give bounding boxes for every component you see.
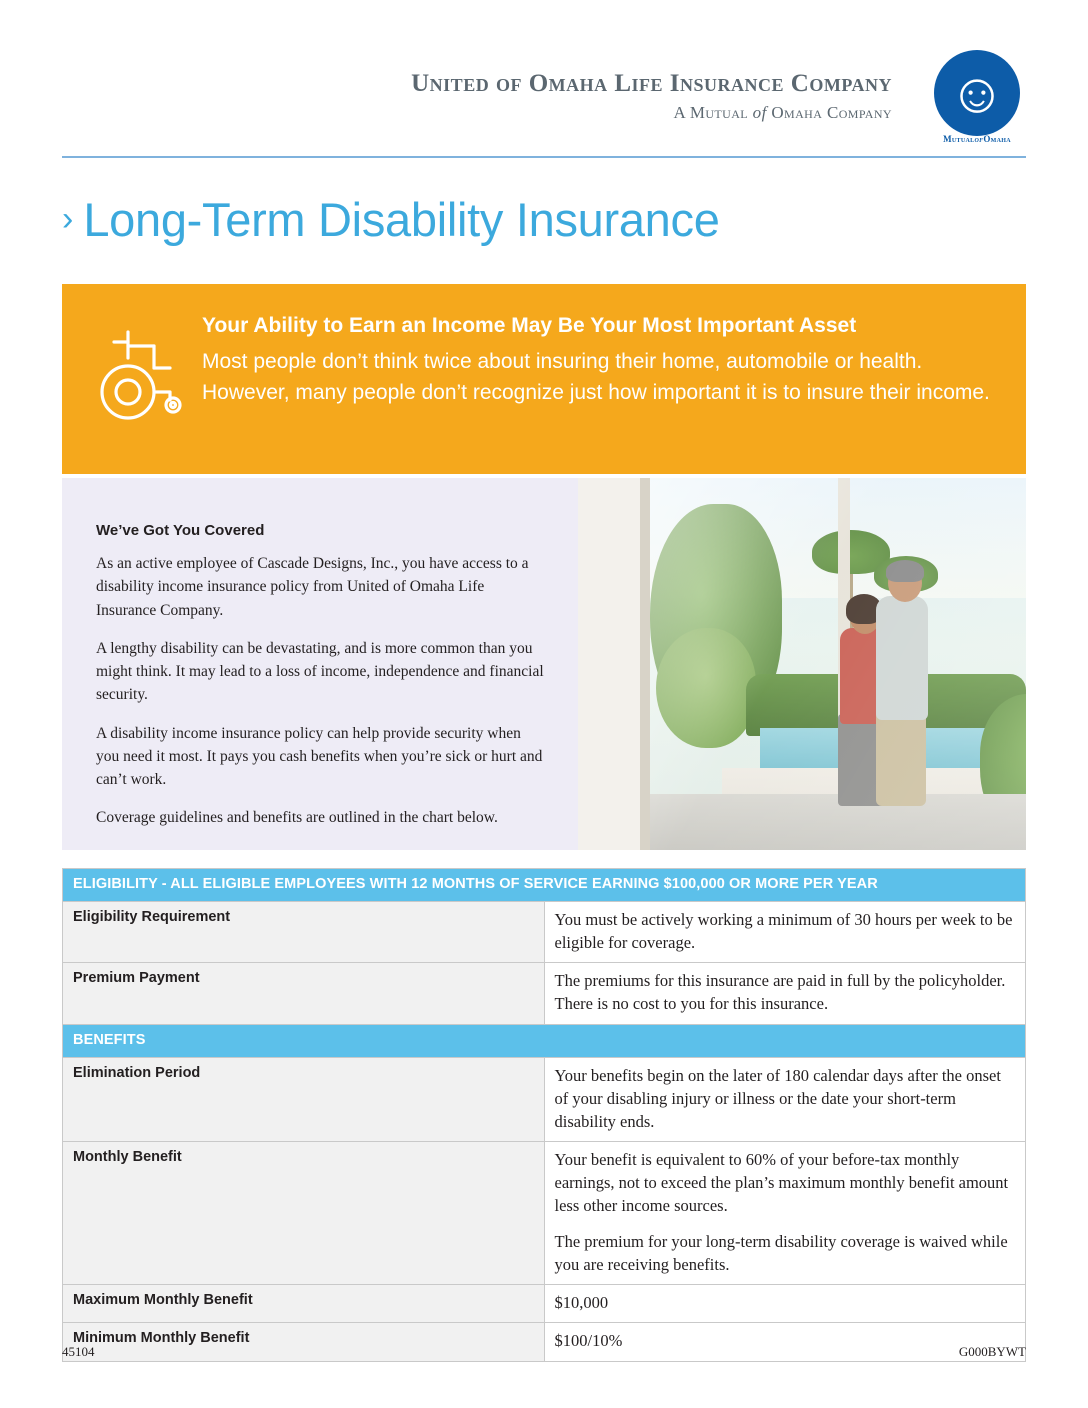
covered-copy [96,552,544,830]
callout-paragraph: Most people don’t think twice about insuring their home, automobile or health. However, many people don’t recognize just how important it is to insure their income. [202,350,990,404]
section-header-benefits: BENEFITS [63,1024,1026,1057]
callout-heading: Your Ability to Earn an Income May Be Your Most Important Asset [202,314,857,337]
tagline-part-1: A Mutual [673,102,753,122]
couple-photo [578,478,1026,850]
tagline-italic: of [752,102,772,122]
logo-wordmark [928,134,1026,144]
row-label-elimination-period: Elimination Period [63,1057,545,1141]
logo-wordmark-italic: of [974,134,984,144]
row-value-maximum-monthly-benefit: $10,000 [544,1285,1026,1323]
photo-wall-left [578,478,640,850]
tagline-part-2: Omaha Company [771,102,892,122]
table-row [63,1057,1026,1141]
native-american-head-icon: ☺ [948,61,1006,124]
section-header-eligibility: ELIGIBILITY - ALL ELIGIBLE EMPLOYEES WITH 12 MONTHS OF SERVICE EARNING $100,000 OR MORE PER YEAR [63,869,1026,902]
table-section-row [63,869,1026,902]
row-label-minimum-monthly-benefit: Minimum Monthly Benefit [63,1323,545,1361]
footer-form-number: 45104 [62,1344,95,1359]
company-tagline [411,103,892,123]
photo-wall-left-edge [640,478,650,850]
callout-banner [62,284,1026,474]
logo-wordmark-part-1: Mutual [943,134,975,144]
chevron-right-icon: › [62,200,74,238]
covered-paragraph-3: A disability income insurance policy can help provide security when you need it most. It pays you cash benefits when you’re sick or hurt and can’t work. [96,724,543,788]
row-value-monthly-benefit-p1: Your benefit is equivalent to 60% of your before-tax monthly earnings, not to exceed the plan’s maximum monthly benefit amount less other income sources. [554,1149,1009,1216]
page-title [62,186,1026,252]
covered-paragraph-4: Coverage guidelines and benefits are outlined in the chart below. [96,809,498,827]
document-header [62,50,1026,150]
table-row [63,1141,1026,1284]
table-section-row [63,1024,1026,1057]
logo-wordmark-part-2: Omaha [983,134,1011,144]
table-row [63,902,1026,963]
covered-paragraph-1: As an active employee of Cascade Designs, Inc., you have access to a disability income insurance policy from United of Omaha Life Insurance Company. [96,555,529,619]
covered-paragraph-2: A lengthy disability can be devastating, and is more common than you might think. It may lead to a loss of income, independence and financial security. [96,639,544,704]
photo-glass-glare [650,478,1026,850]
row-value-monthly-benefit [544,1141,1026,1284]
benefits-table-wrapper [62,868,1026,1362]
covered-panel [62,478,578,850]
row-value-elimination-period: Your benefits begin on the later of 180 calendar days after the onset of your disabling injury or illness or the date your short-term disability ends. [544,1057,1026,1141]
company-name: United of Omaha Life Insurance Company [411,70,892,97]
table-row [63,1323,1026,1361]
row-label-monthly-benefit: Monthly Benefit [63,1141,545,1284]
row-value-monthly-benefit-p2: The premium for your long-term disability coverage is waived while you are receiving benefits. [554,1232,1008,1275]
covered-heading: We’ve Got You Covered [96,522,265,539]
callout-body [202,312,1002,408]
row-value-minimum-monthly-benefit: $100/10% [544,1323,1026,1361]
row-label-premium-payment: Premium Payment [63,963,545,1024]
row-value-premium-payment: The premiums for this insurance are paid in full by the policyholder. There is no cost to you for this insurance. [544,963,1026,1024]
logo-circle [934,50,1020,136]
mutual-of-omaha-logo [928,50,1026,148]
benefits-table [62,868,1026,1362]
table-row [63,963,1026,1024]
row-label-eligibility-requirement: Eligibility Requirement [63,902,545,963]
footer-document-code: G000BYWT [958,1344,1026,1359]
row-value-eligibility-requirement: You must be actively working a minimum of 30 hours per week to be eligible for coverage. [544,902,1026,963]
row-label-maximum-monthly-benefit: Maximum Monthly Benefit [63,1285,545,1323]
intro-section [62,478,1026,850]
page-title-text: Long-Term Disability Insurance [83,192,720,246]
company-identity [411,70,892,123]
wheelchair-icon [90,326,200,426]
header-divider [62,156,1026,158]
table-row [63,1285,1026,1323]
